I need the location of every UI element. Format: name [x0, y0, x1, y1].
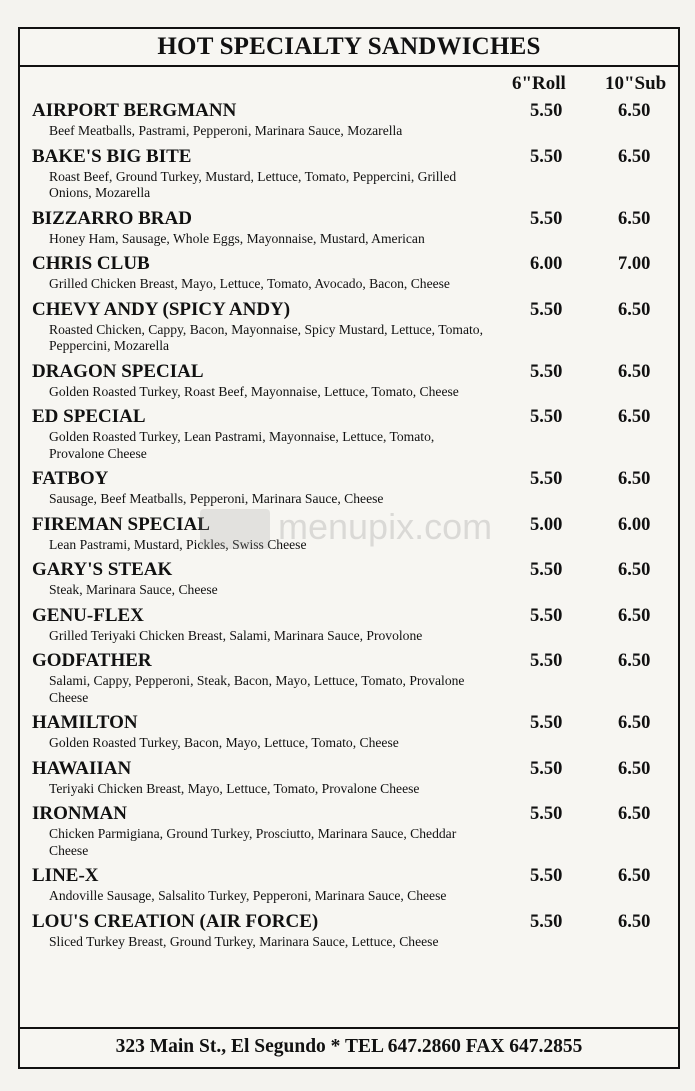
sub-price: 6.50	[618, 866, 651, 886]
address-footer: 323 Main St., El Segundo * TEL 647.2860 FAX 647.2855	[20, 1027, 678, 1067]
roll-price: 5.50	[530, 560, 563, 580]
item-description: Lean Pastrami, Mustard, Pickles, Swiss Cheese	[49, 536, 307, 552]
sub-price: 6.50	[618, 101, 651, 121]
sub-price: 6.50	[618, 361, 651, 382]
item-name: GENU-FLEX	[32, 604, 144, 626]
item-name: HAMILTON	[32, 712, 138, 733]
sub-price: 6.50	[618, 605, 651, 626]
item-description: Sausage, Beef Meatballs, Pepperoni, Marinara Sauce, Cheese	[49, 491, 384, 506]
item-name: AIRPORT BERGMANN	[32, 100, 237, 121]
roll-price: 5.50	[530, 911, 563, 932]
sub-price: 6.50	[618, 758, 651, 779]
menu-item	[20, 558, 678, 599]
item-name: BIZZARRO BRAD	[32, 207, 192, 229]
item-description: Beef Meatballs, Pastrami, Pepperoni, Marinara Sauce, Mozarella	[49, 123, 403, 138]
item-description: Teriyaki Chicken Breast, Mayo, Lettuce, Tomato, Provalone Cheese	[49, 780, 420, 796]
menu-item	[20, 757, 678, 798]
menu-item	[20, 604, 678, 645]
item-description: Chicken Parmigiana, Ground Turkey, Prosciutto, Marinara Sauce, Cheddar Cheese	[49, 826, 457, 858]
sub-price: 6.50	[618, 911, 651, 932]
roll-price: 5.50	[530, 101, 563, 121]
item-name: LOU'S CREATION (AIR FORCE)	[32, 910, 319, 932]
roll-price: 5.50	[530, 651, 563, 671]
sub-price: 6.50	[618, 299, 651, 320]
item-name: IRONMAN	[32, 803, 127, 824]
menu-item	[20, 298, 678, 355]
sub-price: 6.50	[618, 651, 651, 671]
item-description: Grilled Teriyaki Chicken Breast, Salami, Marinara Sauce, Provolone	[49, 627, 423, 643]
menu-item	[20, 513, 678, 554]
roll-price: 5.50	[530, 758, 563, 779]
item-name: LINE-X	[32, 865, 99, 886]
sub-price: 6.00	[618, 514, 651, 535]
roll-column-header: 6"Roll	[512, 73, 566, 94]
item-name: CHEVY ANDY (SPICY ANDY)	[32, 298, 291, 320]
roll-price: 5.00	[530, 514, 563, 535]
sub-price: 6.50	[618, 208, 651, 229]
roll-price: 5.50	[530, 208, 563, 229]
menu-item	[20, 910, 678, 951]
sub-column-header: 10"Sub	[605, 73, 667, 94]
watermark-text: menupix.com	[278, 506, 493, 547]
sub-price: 6.50	[618, 407, 651, 427]
menu-item	[20, 405, 678, 462]
item-name: ED SPECIAL	[32, 406, 146, 427]
roll-price: 5.50	[530, 407, 563, 427]
item-description: Grilled Chicken Breast, Mayo, Lettuce, Tomato, Avocado, Bacon, Cheese	[49, 276, 450, 291]
roll-price: 5.50	[530, 804, 563, 824]
menu-item	[20, 649, 678, 706]
sub-price: 6.50	[618, 469, 651, 489]
sub-price: 7.00	[618, 254, 651, 274]
menu-item	[20, 99, 678, 140]
item-name: HAWAIIAN	[32, 757, 132, 779]
item-description: Golden Roasted Turkey, Roast Beef, Mayonnaise, Lettuce, Tomato, Cheese	[49, 383, 459, 399]
menu-item	[20, 802, 678, 859]
item-name: DRAGON SPECIAL	[32, 360, 204, 382]
roll-price: 5.50	[530, 605, 563, 626]
menu-item	[20, 360, 678, 401]
item-name: GODFATHER	[32, 650, 152, 671]
item-name: GARY'S STEAK	[32, 559, 173, 580]
menu-item	[20, 711, 678, 752]
roll-price: 5.50	[530, 469, 563, 489]
menu-item	[20, 864, 678, 905]
item-description: Golden Roasted Turkey, Lean Pastrami, Mayonnaise, Lettuce, Tomato, Provalone Cheese	[49, 429, 435, 461]
item-description: Sliced Turkey Breast, Ground Turkey, Marinara Sauce, Lettuce, Cheese	[49, 933, 439, 949]
roll-price: 5.50	[530, 299, 563, 320]
sub-price: 6.50	[618, 713, 651, 733]
item-description: Roasted Chicken, Cappy, Bacon, Mayonnaise, Spicy Mustard, Lettuce, Tomato, Peppercini, Mozarella	[49, 321, 483, 353]
menu-page	[18, 27, 680, 1069]
price-column-headers	[20, 73, 678, 95]
sandwich-list	[20, 99, 678, 955]
sub-price: 6.50	[618, 560, 651, 580]
item-name: FATBOY	[32, 468, 109, 489]
item-description: Andoville Sausage, Salsalito Turkey, Pepperoni, Marinara Sauce, Cheese	[49, 888, 447, 903]
item-description: Steak, Marinara Sauce, Cheese	[49, 582, 218, 597]
roll-price: 5.50	[530, 361, 563, 382]
item-description: Salami, Cappy, Pepperoni, Steak, Bacon, Mayo, Lettuce, Tomato, Provalone Cheese	[49, 673, 465, 705]
item-name: FIREMAN SPECIAL	[32, 513, 210, 535]
item-description: Roast Beef, Ground Turkey, Mustard, Lettuce, Tomato, Peppercini, Grilled Onions, Mozarella	[49, 168, 457, 200]
roll-price: 5.50	[530, 146, 563, 167]
menu-item	[20, 252, 678, 293]
item-description: Honey Ham, Sausage, Whole Eggs, Mayonnaise, Mustard, American	[49, 230, 425, 246]
roll-price: 5.50	[530, 866, 563, 886]
item-name: BAKE'S BIG BITE	[32, 145, 192, 167]
sub-price: 6.50	[618, 146, 651, 167]
menu-item	[20, 467, 678, 508]
roll-price: 6.00	[530, 254, 563, 274]
item-name: CHRIS CLUB	[32, 253, 150, 274]
sub-price: 6.50	[618, 804, 651, 824]
roll-price: 5.50	[530, 713, 563, 733]
menu-item	[20, 145, 678, 202]
item-description: Golden Roasted Turkey, Bacon, Mayo, Lettuce, Tomato, Cheese	[49, 735, 399, 750]
page-title: HOT SPECIALTY SANDWICHES	[20, 29, 678, 67]
menu-item	[20, 207, 678, 248]
